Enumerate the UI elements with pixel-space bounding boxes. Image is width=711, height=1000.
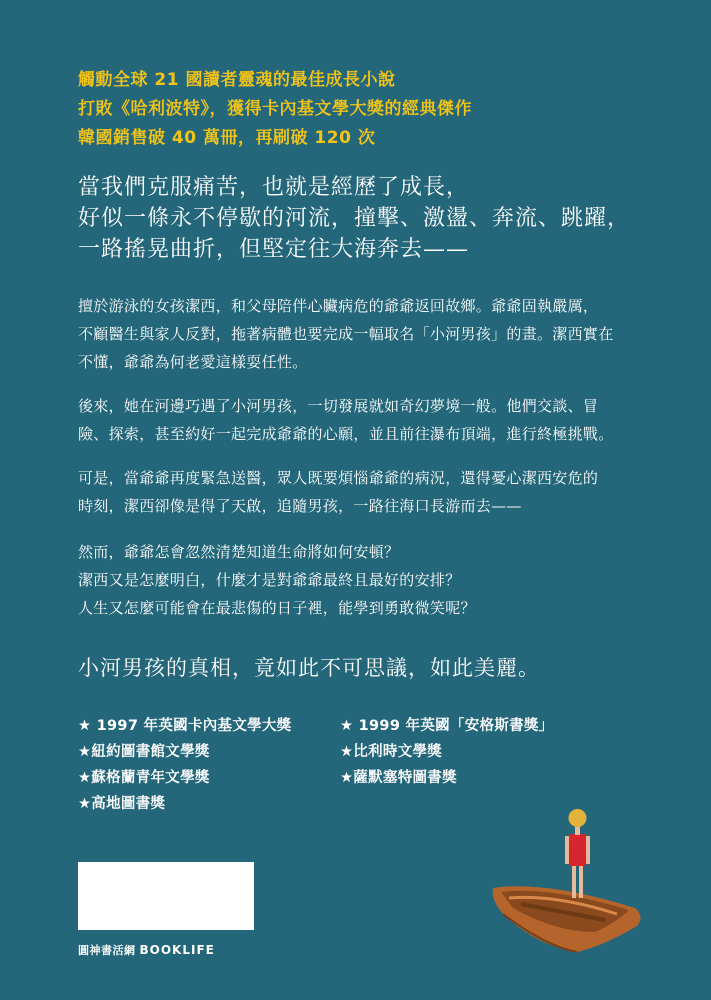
paragraph-line: 不顧醫生與家人反對，拖著病體也要完成一幅取名「小河男孩」的畫。潔西實在	[78, 325, 614, 343]
paragraph-line: 潔西又是怎麼明白，什麼才是對爺爺最終且最好的安排？	[78, 571, 461, 589]
closing-line: 小河男孩的真相，竟如此不可思議，如此美麗。	[78, 656, 540, 680]
paragraph-line: 時刻，潔西卻像是得了天啟，追隨男孩，一路往海口長游而去——	[78, 497, 522, 515]
paragraph-line: 擅於游泳的女孩潔西，和父母陪伴心臟病危的爺爺返回故鄉。爺爺固執嚴厲，	[78, 297, 599, 315]
paragraph-2	[78, 392, 638, 448]
paragraph-line: 後來，她在河邊巧遇了小河男孩，一切發展就如奇幻夢境一般。他們交談、冒	[78, 397, 599, 415]
poem-line: 當我們克服痛苦，也就是經歷了成長，	[78, 175, 470, 200]
award-item: ★ 1999 年英國「安格斯書獎」	[340, 718, 554, 734]
poem	[78, 172, 630, 265]
poem-line: 一路搖晃曲折，但堅定往大海奔去——	[78, 237, 470, 262]
paragraph-1	[78, 292, 638, 376]
award-item: ★紐約圖書館文學獎	[78, 744, 210, 760]
highlights	[78, 66, 472, 153]
girl-in-boat-illustration	[485, 796, 655, 966]
publisher-brand: BOOKLIFE	[139, 943, 215, 957]
award-item: ★高地圖書獎	[78, 796, 166, 812]
poem-line: 好似一條永不停歇的河流，撞擊、激盪、奔流、跳躍，	[78, 206, 631, 231]
paragraph-line: 人生又怎麼可能會在最悲傷的日子裡，能學到勇敢微笑呢？	[78, 599, 476, 617]
publisher-name: 圓神書活網	[78, 944, 136, 957]
award-item: ★ 1997 年英國卡內基文學大獎	[78, 718, 292, 734]
highlight-line: 打敗《哈利波特》，獲得卡內基文學大獎的經典傑作	[78, 99, 472, 119]
publisher-logo	[78, 942, 215, 958]
paragraph-line: 然而，爺爺怎會忽然清楚知道生命將如何安頓？	[78, 543, 400, 561]
barcode-area	[78, 862, 254, 930]
paragraph-line: 可是，當爺爺再度緊急送醫，眾人既要煩惱爺爺的病況，還得憂心潔西安危的	[78, 469, 599, 487]
highlight-line: 韓國銷售破 40 萬冊，再刷破 120 次	[78, 128, 376, 148]
award-item: ★薩默塞特圖書獎	[340, 770, 457, 786]
award-item: ★蘇格蘭青年文學獎	[78, 770, 210, 786]
paragraph-3	[78, 464, 638, 520]
paragraph-line: 險、探索，甚至約好一起完成爺爺的心願，並且前往瀑布頂端，進行終極挑戰。	[78, 425, 614, 443]
award-item: ★比利時文學獎	[340, 744, 443, 760]
highlight-line: 觸動全球 21 國讀者靈魂的最佳成長小說	[78, 70, 396, 90]
paragraph-4	[78, 538, 638, 622]
paragraph-line: 不懂，爺爺為何老愛這樣耍任性。	[78, 353, 308, 371]
